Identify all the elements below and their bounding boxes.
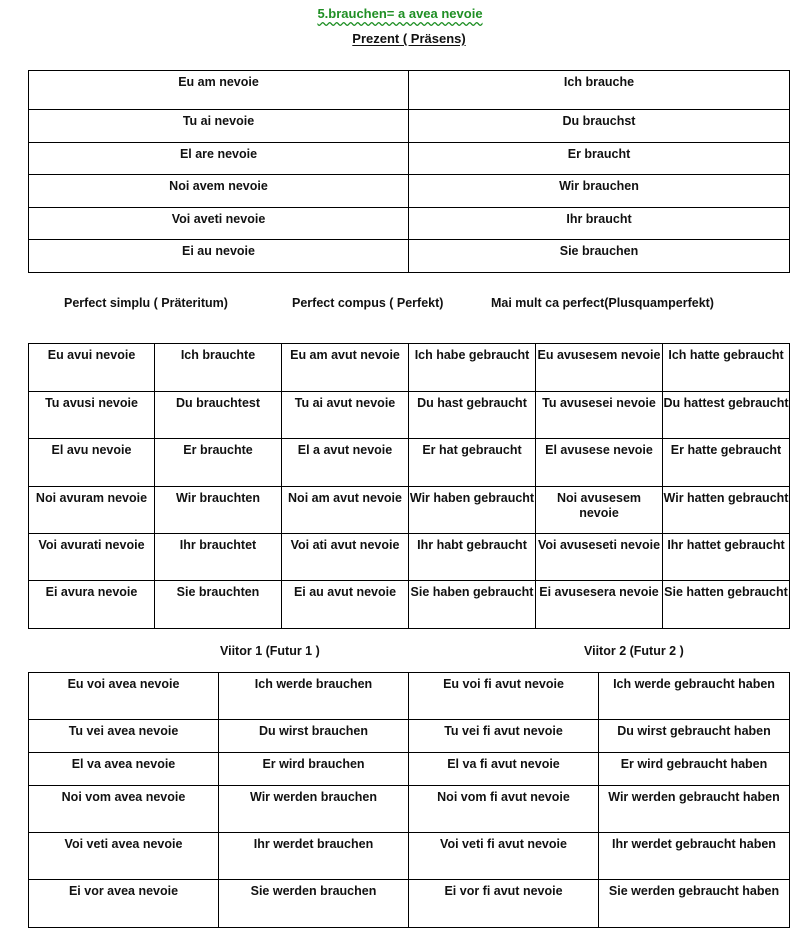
table-cell: Du wirst brauchen [219, 720, 409, 753]
table-cell: Er brauchte [155, 439, 282, 487]
table-cell: Noi avuram nevoie [29, 487, 155, 534]
table-row [29, 208, 790, 240]
table-row [29, 487, 790, 534]
table-cell: Tu ai avut nevoie [282, 392, 409, 439]
table-cell: El a avut nevoie [282, 439, 409, 487]
table-cell: Ei vor avea nevoie [29, 880, 219, 928]
heading-mai-mult-ca-perfect: Mai mult ca perfect(Plusquamperfekt) [491, 296, 714, 310]
table-cell: Wir werden brauchen [219, 786, 409, 833]
future-tense-table [28, 672, 790, 928]
table-cell: Ich werde gebraucht haben [599, 673, 790, 720]
table-cell: Ich werde brauchen [219, 673, 409, 720]
table-cell: Wir werden gebraucht haben [599, 786, 790, 833]
table-cell: Tu vei fi avut nevoie [409, 720, 599, 753]
table-row [29, 534, 790, 581]
heading-viitor-2: Viitor 2 (Futur 2 ) [584, 644, 684, 658]
table-cell: Ihr braucht [409, 208, 790, 240]
table-cell: Er braucht [409, 143, 790, 175]
table-cell: Eu voi avea nevoie [29, 673, 219, 720]
table-cell: Wir haben gebraucht [409, 487, 536, 534]
present-tense-table [28, 70, 790, 273]
table-cell: Wir brauchen [409, 175, 790, 208]
table-row [29, 673, 790, 720]
table-cell: Voi avurati nevoie [29, 534, 155, 581]
table-cell: Eu am nevoie [29, 71, 409, 110]
document-title: 5.brauchen= a avea nevoie [317, 6, 483, 21]
table-cell: Voi veti fi avut nevoie [409, 833, 599, 880]
table-cell: Voi aveti nevoie [29, 208, 409, 240]
table-cell: Eu avui nevoie [29, 344, 155, 392]
table-cell: Eu voi fi avut nevoie [409, 673, 599, 720]
table-cell: Sie brauchen [409, 240, 790, 273]
table-cell: Ich brauchte [155, 344, 282, 392]
table-cell: Tu ai nevoie [29, 110, 409, 143]
table-cell: El va avea nevoie [29, 753, 219, 786]
table-row [29, 392, 790, 439]
heading-viitor-1: Viitor 1 (Futur 1 ) [220, 644, 320, 658]
table-cell: Wir hatten gebraucht [663, 487, 790, 534]
table-cell: Voi avuseseti nevoie [536, 534, 663, 581]
table-row [29, 71, 790, 110]
table-cell: Ei vor fi avut nevoie [409, 880, 599, 928]
table-cell: Voi ati avut nevoie [282, 534, 409, 581]
table-cell: Ei au nevoie [29, 240, 409, 273]
table-cell: Er hatte gebraucht [663, 439, 790, 487]
table-cell: Ei avura nevoie [29, 581, 155, 629]
table-cell: Er wird brauchen [219, 753, 409, 786]
table-cell: Noi vom fi avut nevoie [409, 786, 599, 833]
heading-perfect-compus: Perfect compus ( Perfekt) [292, 296, 444, 310]
table-cell: Sie brauchten [155, 581, 282, 629]
table-row [29, 880, 790, 928]
table-cell: Ihr werdet brauchen [219, 833, 409, 880]
table-cell: El avusese nevoie [536, 439, 663, 487]
heading-perfect-simplu: Perfect simplu ( Präteritum) [64, 296, 228, 310]
table-cell: Ich habe gebraucht [409, 344, 536, 392]
table-cell: Ei au avut nevoie [282, 581, 409, 629]
table-row [29, 720, 790, 753]
table-cell: Sie werden gebraucht haben [599, 880, 790, 928]
table-cell: Voi veti avea nevoie [29, 833, 219, 880]
table-cell: Du brauchtest [155, 392, 282, 439]
table-cell: Sie haben gebraucht [409, 581, 536, 629]
table-cell: Eu am avut nevoie [282, 344, 409, 392]
table-cell: Du brauchst [409, 110, 790, 143]
table-row [29, 240, 790, 273]
table-cell: El va fi avut nevoie [409, 753, 599, 786]
table-cell: Tu vei avea nevoie [29, 720, 219, 753]
table-cell: Er hat gebraucht [409, 439, 536, 487]
table-cell: Tu avusi nevoie [29, 392, 155, 439]
table-cell: Tu avusesei nevoie [536, 392, 663, 439]
section-heading-present: Prezent ( Präsens) [352, 31, 466, 46]
table-cell: Ihr hattet gebraucht [663, 534, 790, 581]
table-cell: Ihr brauchtet [155, 534, 282, 581]
table-row [29, 143, 790, 175]
table-cell: El avu nevoie [29, 439, 155, 487]
table-row [29, 786, 790, 833]
table-cell: El are nevoie [29, 143, 409, 175]
table-cell: Noi avem nevoie [29, 175, 409, 208]
table-cell: Du hast gebraucht [409, 392, 536, 439]
table-cell: Eu avusesem nevoie [536, 344, 663, 392]
table-cell: Noi vom avea nevoie [29, 786, 219, 833]
table-cell: Du wirst gebraucht haben [599, 720, 790, 753]
table-row [29, 175, 790, 208]
table-row [29, 344, 790, 392]
table-cell: Ihr werdet gebraucht haben [599, 833, 790, 880]
table-cell: Ei avusesera nevoie [536, 581, 663, 629]
table-row [29, 110, 790, 143]
table-cell: Sie werden brauchen [219, 880, 409, 928]
table-row [29, 439, 790, 487]
table-cell: Noi am avut nevoie [282, 487, 409, 534]
table-cell: Wir brauchten [155, 487, 282, 534]
table-cell: Ich brauche [409, 71, 790, 110]
table-row [29, 581, 790, 629]
past-tense-table [28, 343, 790, 629]
table-cell: Er wird gebraucht haben [599, 753, 790, 786]
table-cell: Sie hatten gebraucht [663, 581, 790, 629]
table-row [29, 753, 790, 786]
table-cell: Ihr habt gebraucht [409, 534, 536, 581]
table-cell: Ich hatte gebraucht [663, 344, 790, 392]
table-cell: Noi avusesem nevoie [536, 487, 663, 534]
table-cell: Du hattest gebraucht [663, 392, 790, 439]
table-row [29, 833, 790, 880]
